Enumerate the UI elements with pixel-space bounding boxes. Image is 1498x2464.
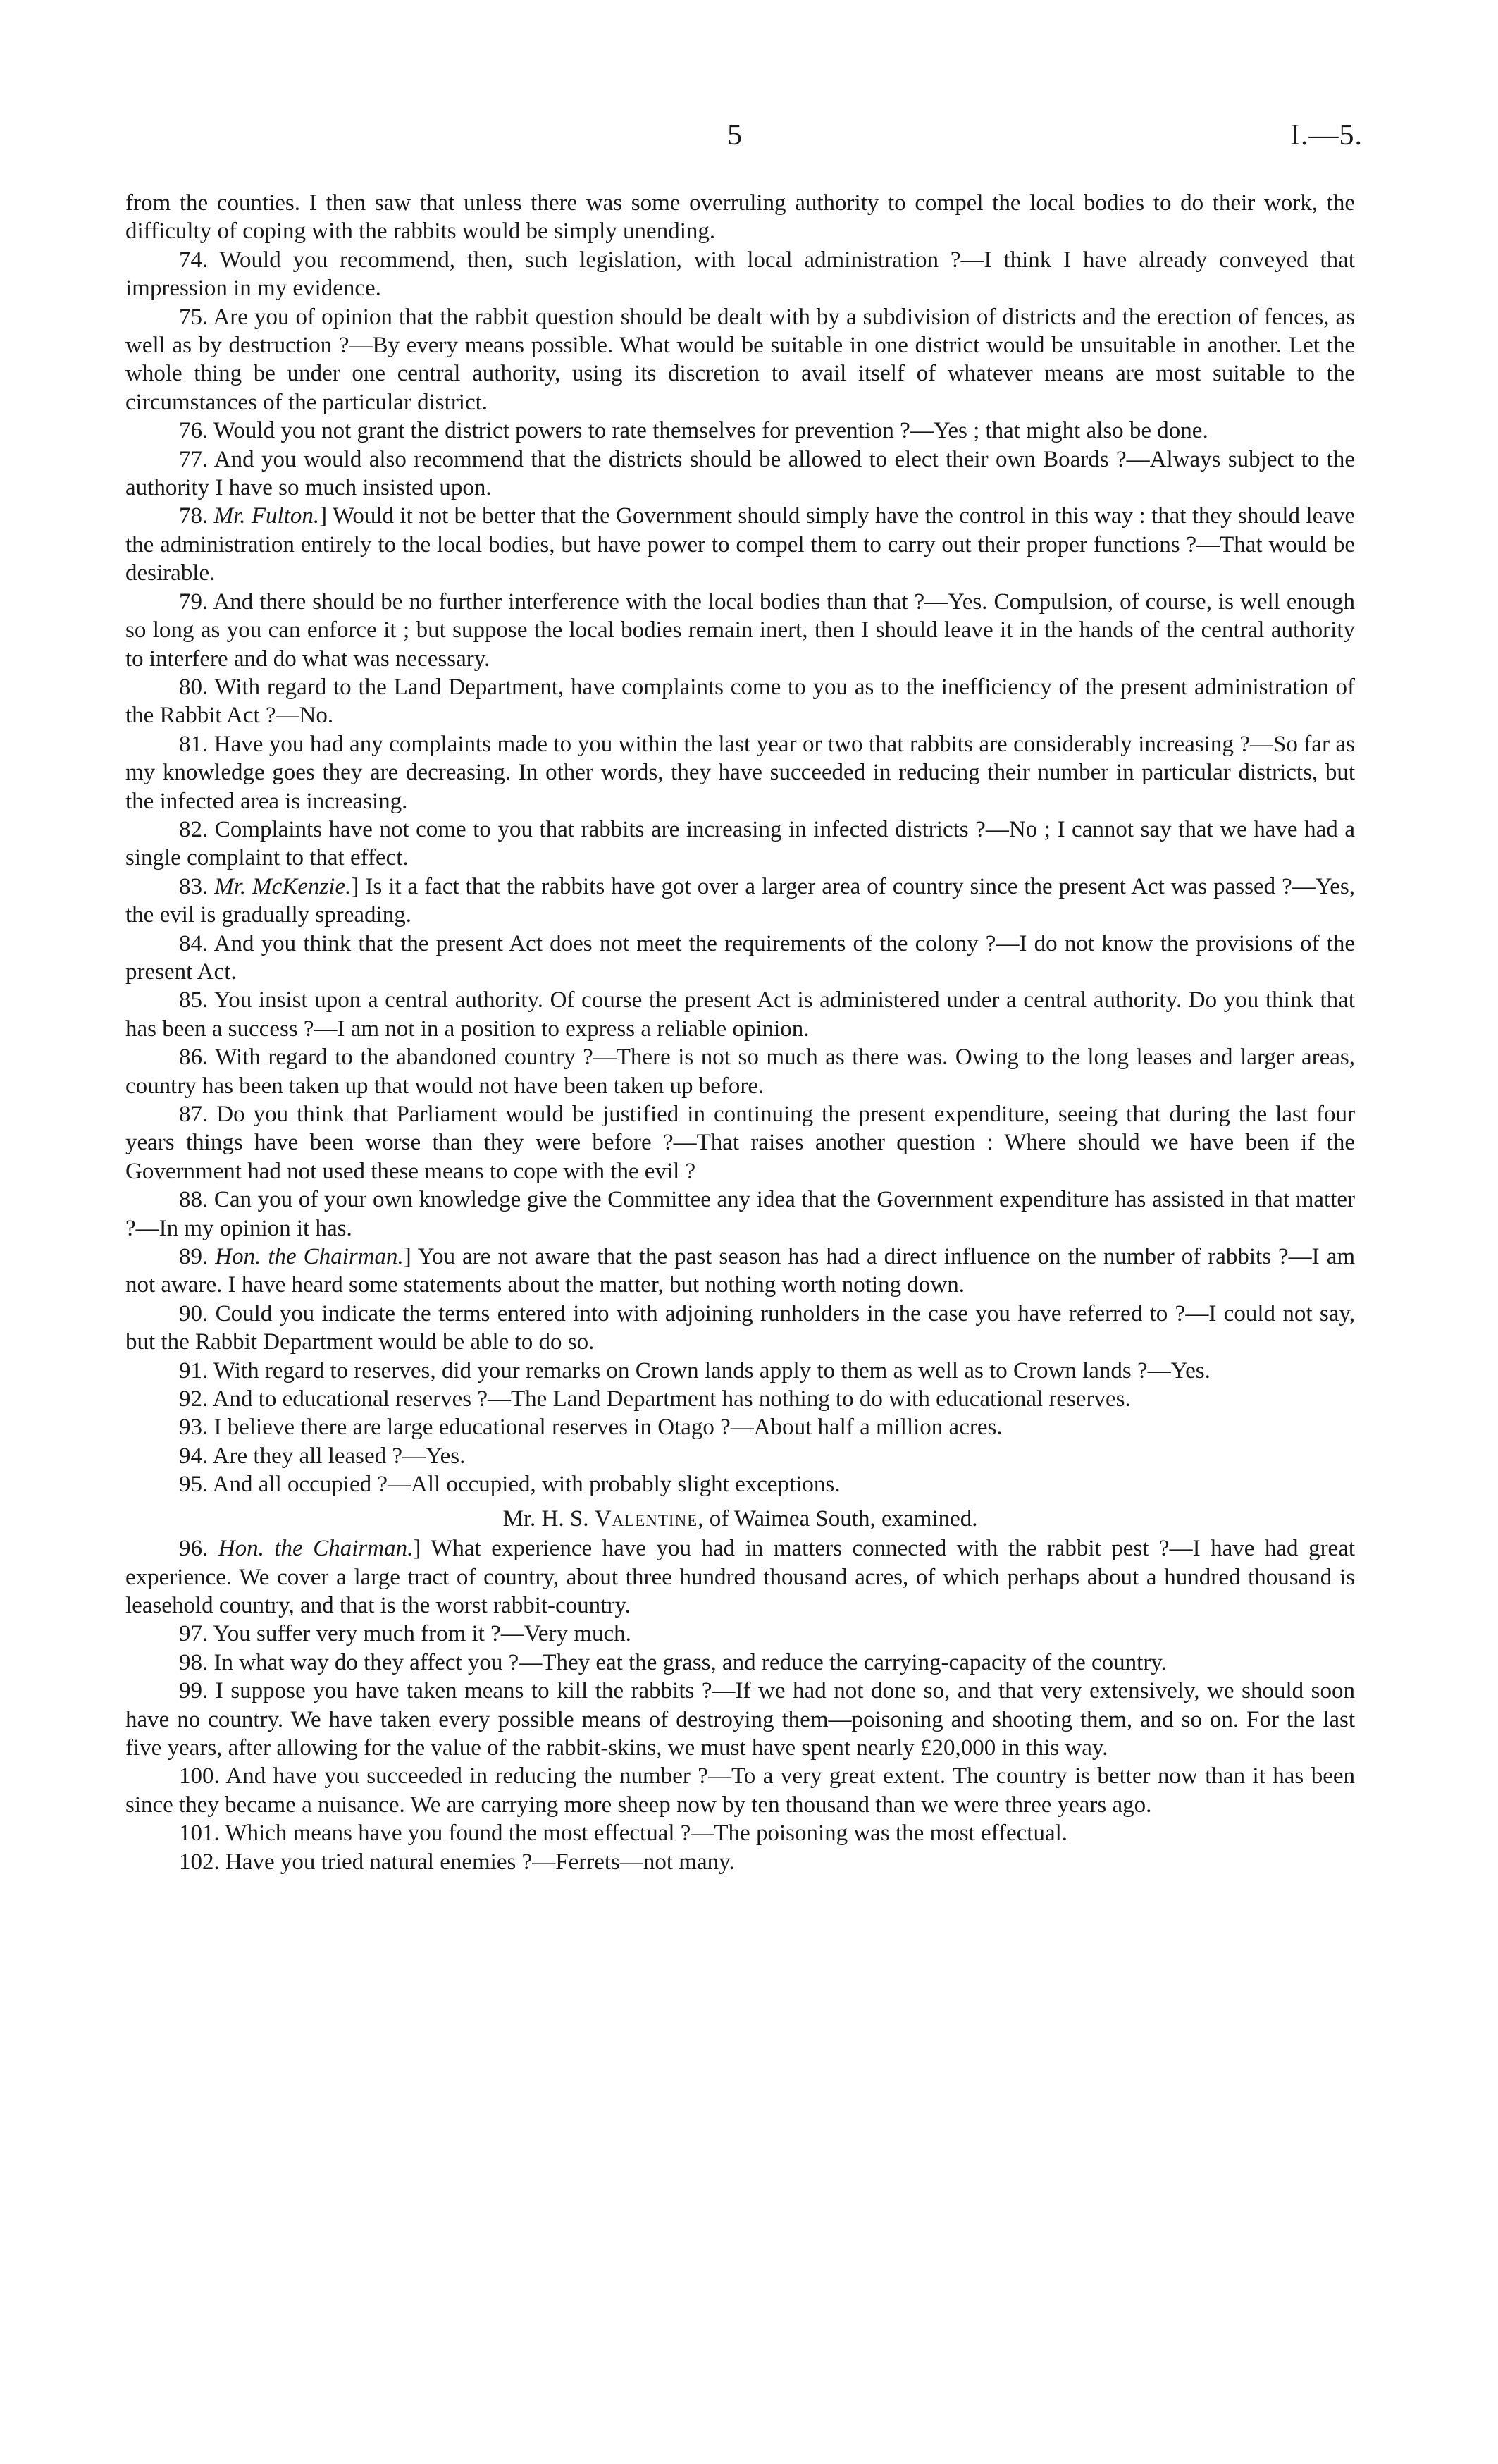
paragraph: 77. And you would also recommend that the districts should be allowed to elect their own Boards ?—Always subject to the authority I have so much insisted upon.	[125, 446, 1355, 501]
witness-title: Mr. H. S.	[502, 1505, 595, 1532]
paragraph: 90. Could you indicate the terms entered into with adjoining runholders in the case you have referred to ?—I could not say, but the Rabbit Department would be able to do so.	[125, 1300, 1355, 1355]
paragraph: 84. And you think that the present Act does not meet the requirements of the colony ?—I do not know the provisions of the present Act.	[125, 930, 1355, 985]
paragraph: 91. With regard to reserves, did your remarks on Crown lands apply to them as well as to Crown lands ?—Yes.	[179, 1357, 1211, 1384]
witness-heading	[125, 1505, 1355, 1533]
paragraph: 76. Would you not grant the district powers to rate themselves for prevention ?—Yes ; that might also be done.	[179, 418, 1208, 444]
paragraph: 99. I suppose you have taken means to kill the rabbits ?—If we had not done so, and that very extensively, we should soon have no country. We have taken every possible means of destroying them—poisoning and shooting them, and so on. For the last five years, after allowing for the value of the rabbit-skins, we must have spent nearly £20,000 in this way.	[125, 1678, 1355, 1761]
paragraph	[125, 1534, 1355, 1620]
paragraph-text: ] Would it not be better that the Government should simply have the control in this way : that they should leave the administration entirely to the local bodies, but have power to compel them to carry out their proper functions ?—That would be desirable.	[125, 503, 1356, 586]
paragraph-text: ] Is it a fact that the rabbits have got over a larger area of country since the present Act was passed ?—Yes, the evil is gradually spreading.	[125, 873, 1355, 928]
paragraph: 82. Complaints have not come to you that rabbits are increasing in infected districts ?—No ; I cannot say that we have had a single complaint to that effect.	[125, 816, 1355, 871]
question-number: 96.	[179, 1536, 218, 1562]
paragraph: from the counties. I then saw that unless there was some overruling authority to compel the local bodies to do their work, the difficulty of coping with the rabbits would be simply unending.	[125, 190, 1355, 245]
paragraph: 86. With regard to the abandoned country ?—There is not so much as there was. Owing to the long leases and larger areas, country has been taken up that would not have been taken up before.	[125, 1045, 1355, 1099]
paragraph: 85. You insist upon a central authority. Of course the present Act is administered under a central authority. Do you think that has been a success ?—I am not in a position to express a reliable opinion.	[125, 987, 1355, 1042]
paragraph: 94. Are they all leased ?—Yes.	[179, 1443, 466, 1469]
speaker: Hon. the Chairman.	[218, 1536, 414, 1562]
question-number: 89.	[179, 1244, 216, 1270]
paragraph: 92. And to educational reserves ?—The Land Department has nothing to do with educational reserves.	[179, 1386, 1131, 1412]
paragraph: 102. Have you tried natural enemies ?—Ferrets—not many.	[179, 1849, 735, 1875]
paragraph: 97. You suffer very much from it ?—Very much.	[179, 1621, 631, 1647]
paragraph	[125, 1243, 1355, 1300]
paragraph: 88. Can you of your own knowledge give the Committee any idea that the Government expenditure has assisted in that matter ?—In my opinion it has.	[125, 1187, 1355, 1241]
paragraph: 100. And have you succeeded in reducing the number ?—To a very great extent. The country is better now than it has been since they became a nuisance. We are carrying more sheep now by ten thousand than we were three years ago.	[125, 1763, 1355, 1818]
paragraph: 75. Are you of opinion that the rabbit question should be dealt with by a subdivision of districts and the erection of fences, as well as by destruction ?—By every means possible. What would be suitable in one district would be unsuitable in another. Let the whole thing be under one central authority, using its discretion to avail itself of whatever means are most suitable to the circumstances of the particular district.	[125, 304, 1355, 415]
paragraph-text: ] You are not aware that the past season has had a direct influence on the number of rabbits ?—I am not aware. I have heard some statements about the matter, but nothing worth noting down.	[125, 1244, 1356, 1298]
paragraph: 93. I believe there are large educational reserves in Otago ?—About half a million acres.	[179, 1415, 1003, 1441]
witness-location: , of Waimea South, examined.	[698, 1505, 978, 1532]
paragraph	[125, 502, 1355, 587]
witness-name: Valentine	[594, 1505, 698, 1532]
paragraph-text: ] What experience have you had in matters connected with the rabbit pest ?—I have had great experience. We cover a large tract of country, about three hundred thousand acres, of which perhaps about a hundred thousand is leasehold country, and that is the worst rabbit-country.	[125, 1536, 1356, 1618]
paragraph	[125, 873, 1355, 930]
paragraph: 98. In what way do they affect you ?—They eat the grass, and reduce the carrying-capacity of the country.	[179, 1649, 1167, 1675]
paragraph: 74. Would you recommend, then, such legislation, with local administration ?—I think I have already conveyed that impression in my evidence.	[125, 247, 1355, 302]
page-number: 5	[727, 119, 742, 152]
question-number: 83.	[179, 873, 215, 899]
paragraph: 80. With regard to the Land Department, have complaints come to you as to the inefficiency of the present administration of the Rabbit Act ?—No.	[125, 674, 1355, 729]
speaker: Mr. McKenzie.	[214, 873, 352, 899]
paragraph: 81. Have you had any complaints made to you within the last year or two that rabbits are considerably increasing ?—So far as my knowledge goes they are decreasing. In other words, they have succeeded in reducing their number in particular districts, but the infected area is increasing.	[125, 731, 1355, 814]
paragraph: 87. Do you think that Parliament would be justified in continuing the present expenditure, seeing that during the last four years things have been worse than they were before ?—That raises another question : Where should we have been if the Government had not used these means to cope with the evil ?	[125, 1102, 1355, 1184]
document-reference: I.—5.	[1290, 119, 1363, 152]
paragraph: 95. And all occupied ?—All occupied, with probably slight exceptions.	[179, 1472, 841, 1498]
question-number: 78.	[179, 503, 214, 529]
document-body	[125, 189, 1355, 1876]
paragraph: 101. Which means have you found the most effectual ?—The poisoning was the most effectual.	[179, 1821, 1068, 1847]
speaker: Mr. Fulton.	[213, 503, 320, 529]
page-header	[0, 118, 1498, 161]
speaker: Hon. the Chairman.	[215, 1244, 404, 1270]
paragraph: 79. And there should be no further interference with the local bodies than that ?—Yes. Compulsion, of course, is well enough so long as you can enforce it ; but suppose the local bodies remain inert, then I should leave it in the hands of the central authority to interfere and do what was necessary.	[125, 589, 1355, 672]
